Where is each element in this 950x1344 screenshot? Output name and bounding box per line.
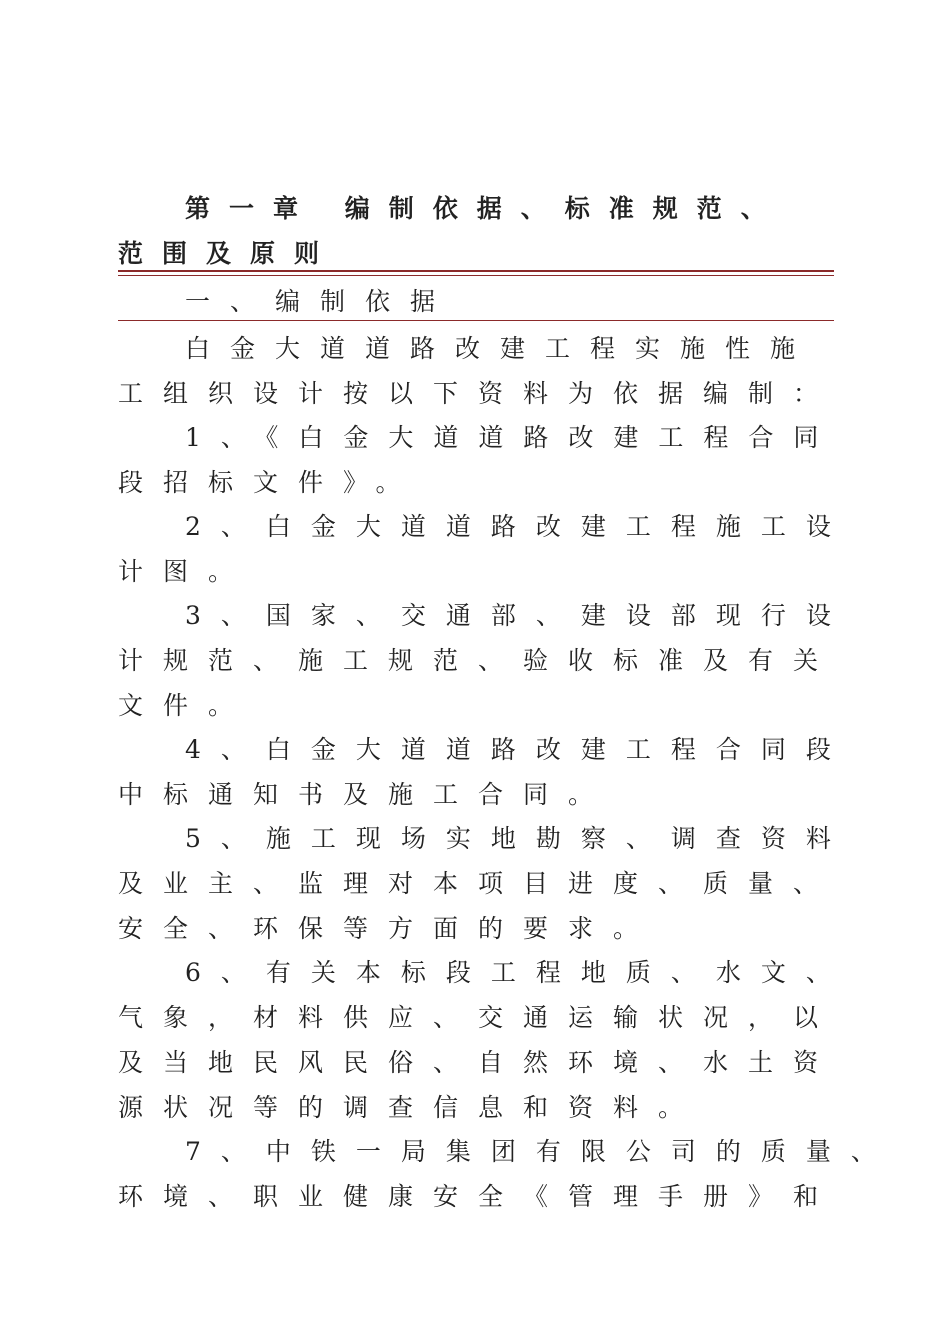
body-line: 2、白金大道道路改建工程施工设 [185,512,851,541]
section-heading: 一、编制依据 [185,287,456,316]
title-rule-thick [118,270,834,272]
body-line: 安全、环保等方面的要求。 [118,914,659,943]
body-line: 气象，材料供应、交通运输状况，以 [118,1003,839,1032]
body-line: 中标通知书及施工合同。 [118,780,614,809]
body-line: 7、中铁一局集团有限公司的质量、 [185,1137,896,1166]
body-line: 及当地民风民俗、自然环境、水土资 [118,1048,839,1077]
body-line: 及业主、监理对本项目进度、质量、 [118,869,839,898]
body-line: 环境、职业健康安全《管理手册》和 [118,1182,839,1211]
section-rule [118,320,834,321]
title-rule-thin [118,275,834,276]
body-line: 文件。 [118,691,254,720]
chapter-title-line-2: 范围及原则 [118,239,339,268]
body-line: 白金大道道路改建工程实施性施 [185,334,816,363]
body-line: 计图。 [118,557,254,586]
body-line: 工组织设计按以下资料为依据编制： [118,379,839,408]
chapter-title-line-1: 第一章 编制依据、标准规范、 [185,194,785,223]
body-line: 段招标文件》。 [118,468,421,497]
body-line: 计规范、施工规范、验收标准及有关 [118,646,839,675]
body-line: 源状况等的调查信息和资料。 [118,1093,704,1122]
body-line: 1、《白金大道道路改建工程合同 [185,423,839,452]
body-line: 3、国家、交通部、建设部现行设 [185,601,851,630]
body-line: 4、白金大道道路改建工程合同段 [185,735,851,764]
body-line: 6、有关本标段工程地质、水文、 [185,958,851,987]
body-line: 5、施工现场实地勘察、调查资料 [185,824,851,853]
